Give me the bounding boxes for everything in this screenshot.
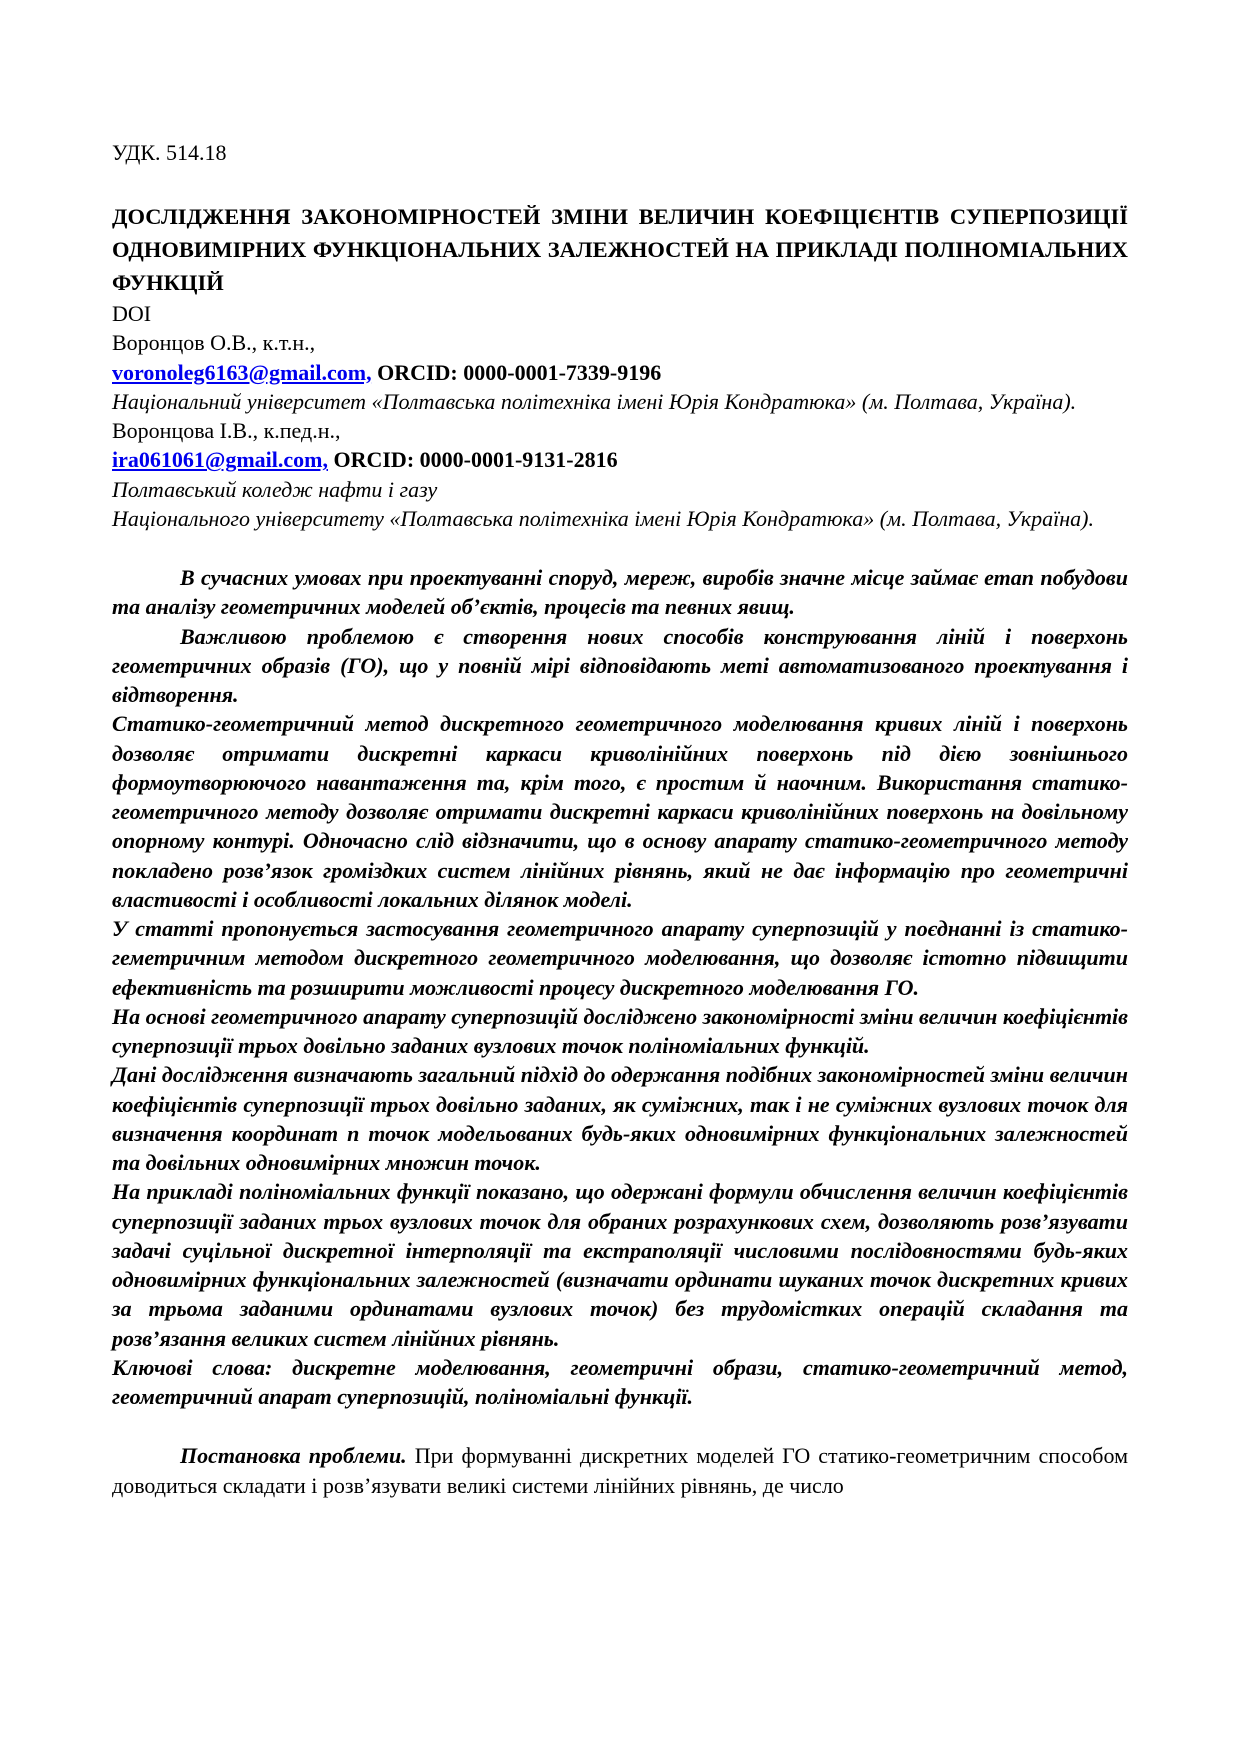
author-2-affiliation-college: Полтавський коледж нафти і газу	[112, 476, 438, 502]
problem-statement-heading: Постановка проблеми.	[180, 1443, 407, 1469]
keywords-line: Ключові слова: дискретне моделювання, геометричні образи, статико-геометричний метод, геометричний апарат суперпозицій, поліноміальні функції.	[112, 1354, 1128, 1410]
doi-label: DOI	[112, 301, 152, 327]
abstract-paragraph: Важливою проблемою є створення нових способів конструювання ліній і поверхонь геометричних образів (ГО), що у повній мірі відповідають меті автоматизованого проектування і відтворення.	[112, 623, 1128, 708]
abstract-paragraph: На прикладі поліноміальних функції показано, що одержані формули обчислення величин коефіцієнтів суперпозиції заданих трьох вузлових точок для обраних розрахункових схем, дозволяють розв’язувати задачі суцільної дискретної інтерполяції та екстраполяції числовими послідовностями будь-яких одновимірних функціональних залежностей (визначати ординати шуканих точок дискретних кривих за трьома заданими ординатами вузлових точок) без трудомістких операцій складання та розв’язання великих систем лінійних рівнянь.	[112, 1179, 1128, 1351]
abstract-paragraph: У статті пропонується застосування геометричного апарату суперпозицій у поєднанні із статико-геметричним методом дискретного геометричного моделювання, що дозволяє істотно підвищити ефективність та розширити можливості процесу дискретного моделювання ГО.	[112, 916, 1128, 1000]
author-2-contact	[112, 445, 1128, 474]
udk-code: УДК. 514.18	[112, 140, 227, 165]
author-2-orcid: ORCID: 0000-0001-9131-2816	[327, 447, 618, 473]
author-2-name: Воронцова І.В., к.пед.н.,	[112, 418, 341, 444]
author-1-email-link[interactable]: voronoleg6163@gmail.com,	[112, 359, 372, 385]
author-2-affiliation-university: Національного університету «Полтавська політехніка імені Юрія Кондратюка» (м. Полтава, Україна).	[112, 505, 1094, 531]
abstract-section	[112, 563, 1128, 1411]
author-1-name: Воронцов О.В., к.т.н.,	[112, 330, 316, 356]
paper-title: ДОСЛІДЖЕННЯ ЗАКОНОМІРНОСТЕЙ ЗМІНИ ВЕЛИЧИН КОЕФІЦІЄНТІВ СУПЕРПОЗИЦІЇ ОДНОВИМІРНИХ ФУНКЦІОНАЛЬНИХ ЗАЛЕЖНОСТЕЙ НА ПРИКЛАДІ ПОЛІНОМІАЛЬНИХ ФУНКЦІЙ	[112, 204, 1128, 295]
problem-statement-paragraph	[112, 1441, 1128, 1500]
abstract-paragraph: В сучасних умовах при проектуванні споруд, мереж, виробів значне місце займає етап побудови та аналізу геометричних моделей об’єктів, процесів та певних явищ.	[112, 565, 1128, 620]
author-1-orcid: ORCID: 0000-0001-7339-9196	[371, 359, 662, 385]
problem-statement-text: При формуванні дискретних моделей ГО статико-геометричним способом доводиться складати і розв’язувати великі системи лінійних рівнянь, де число	[112, 1443, 1128, 1498]
abstract-paragraph: Статико-геометричний метод дискретного геометричного моделювання кривих ліній і поверхонь дозволяє отримати дискретні каркаси криволінійних поверхонь під дією зовнішнього формоутворюючого навантаження та, крім того, є простим й наочним. Використання статико-геометричного методу дозволяє отримати дискретні каркаси криволінійних поверхонь на довільному опорному контурі. Одночасно слід відзначити, що в основу апарату статико-геометричного методу покладено розв’язок громіздких систем лінійних рівнянь, який не дає інформацію про геометричні властивості і особливості локальних ділянок моделі.	[112, 711, 1128, 912]
abstract-paragraph: Дані дослідження визначають загальний підхід до одержання подібних закономірностей зміни величин коефіцієнтів суперпозиції трьох довільно заданих, як суміжних, так і не суміжних вузлових точок для визначення координат n точок модельованих будь-яких одновимірних функціональних залежностей та довільних одновимірних множин точок.	[112, 1062, 1128, 1176]
abstract-paragraph: На основі геометричного апарату суперпозицій досліджено закономірності зміни величин коефіцієнтів суперпозиції трьох довільно заданих вузлових точок поліноміальних функцій.	[112, 1003, 1128, 1059]
author-1-contact	[112, 358, 1128, 387]
author-1-affiliation: Національний університет «Полтавська політехніка імені Юрія Кондратюка» (м. Полтава, Україна).	[112, 388, 1077, 414]
author-2-email-link[interactable]: ira061061@gmail.com,	[112, 447, 328, 473]
